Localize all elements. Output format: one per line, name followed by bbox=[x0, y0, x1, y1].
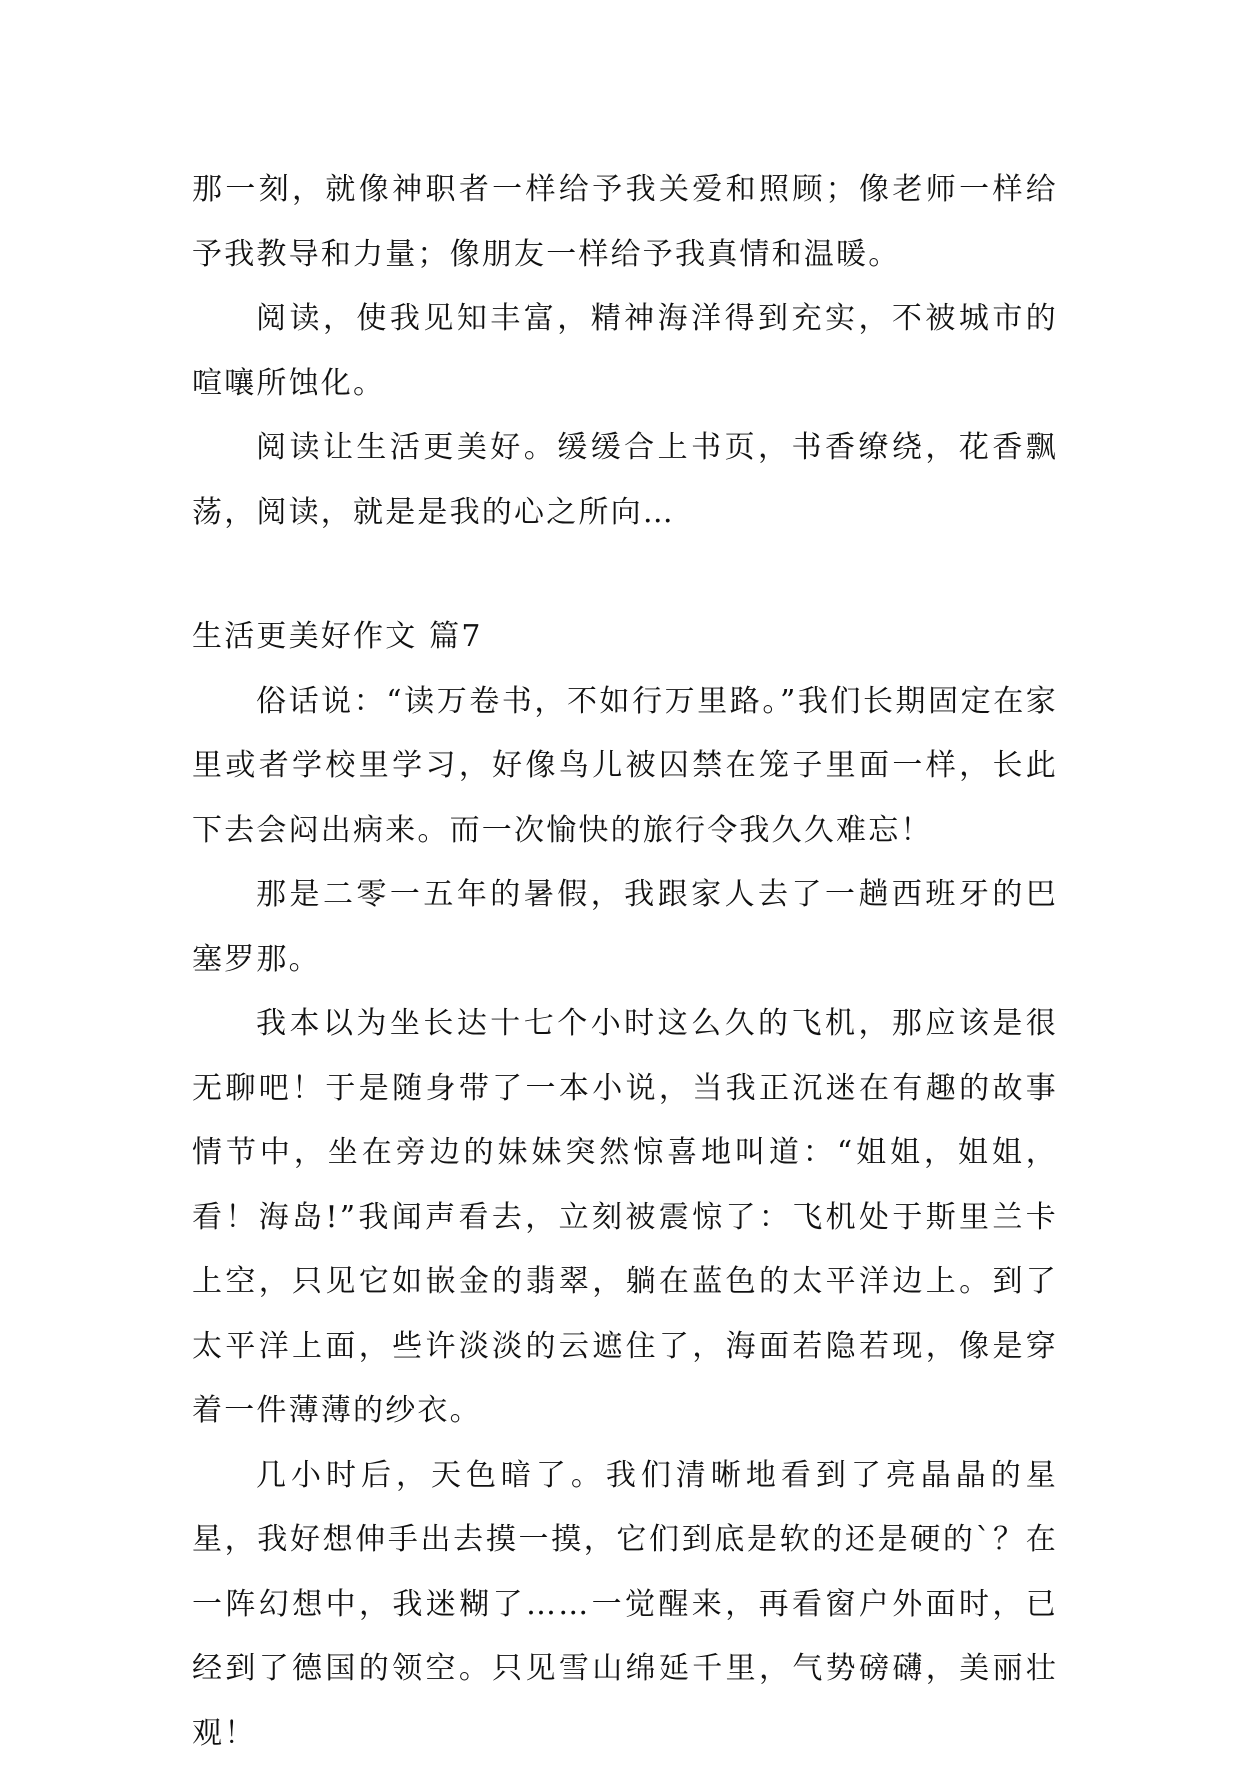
paragraph-flight: 我本以为坐长达十七个小时这么久的飞机，那应该是很无聊吧！于是随身带了一本小说，当我正沉迷在有趣的故事情节中，坐在旁边的妹妹突然惊喜地叫道：“姐姐，姐姐，看！海岛!”我闻声看去，立刻被震惊了：飞机处于斯里兰卡上空，只见它如嵌金的翡翠，躺在蓝色的太平洋边上。到了太平洋上面，些许淡淡的云遮住了，海面若隐若现，像是穿着一件薄薄的纱衣。 bbox=[192, 992, 1058, 1444]
paragraph-reading-life: 阅读让生活更美好。缓缓合上书页，书香缭绕，花香飘荡，阅读，就是是我的心之所向… bbox=[192, 416, 1058, 545]
paragraph-reading-enrich: 阅读，使我见知丰富，精神海洋得到充实，不被城市的喧嚷所蚀化。 bbox=[192, 287, 1058, 416]
paragraph-night-sky: 几小时后，天色暗了。我们清晰地看到了亮晶晶的星星，我好想伸手出去摸一摸，它们到底是软的还是硬的`？在一阵幻想中，我迷糊了……一觉醒来，再看窗户外面时，已经到了德国的领空。只见雪山绵延千里，气势磅礴，美丽壮观！ bbox=[192, 1444, 1058, 1766]
paragraph-summer-trip: 那是二零一五年的暑假，我跟家人去了一趟西班牙的巴塞罗那。 bbox=[192, 863, 1058, 992]
paragraph-continued: 那一刻，就像神职者一样给予我关爱和照顾；像老师一样给予我教导和力量；像朋友一样给予我真情和温暖。 bbox=[192, 158, 1058, 287]
section-heading: 生活更美好作文 篇7 bbox=[192, 605, 1058, 670]
document-body bbox=[192, 158, 1058, 1766]
paragraph-proverb: 俗话说：“读万卷书，不如行万里路。”我们长期固定在家里或者学校里学习，好像鸟儿被囚禁在笼子里面一样，长此下去会闷出病来。而一次愉快的旅行令我久久难忘！ bbox=[192, 670, 1058, 864]
